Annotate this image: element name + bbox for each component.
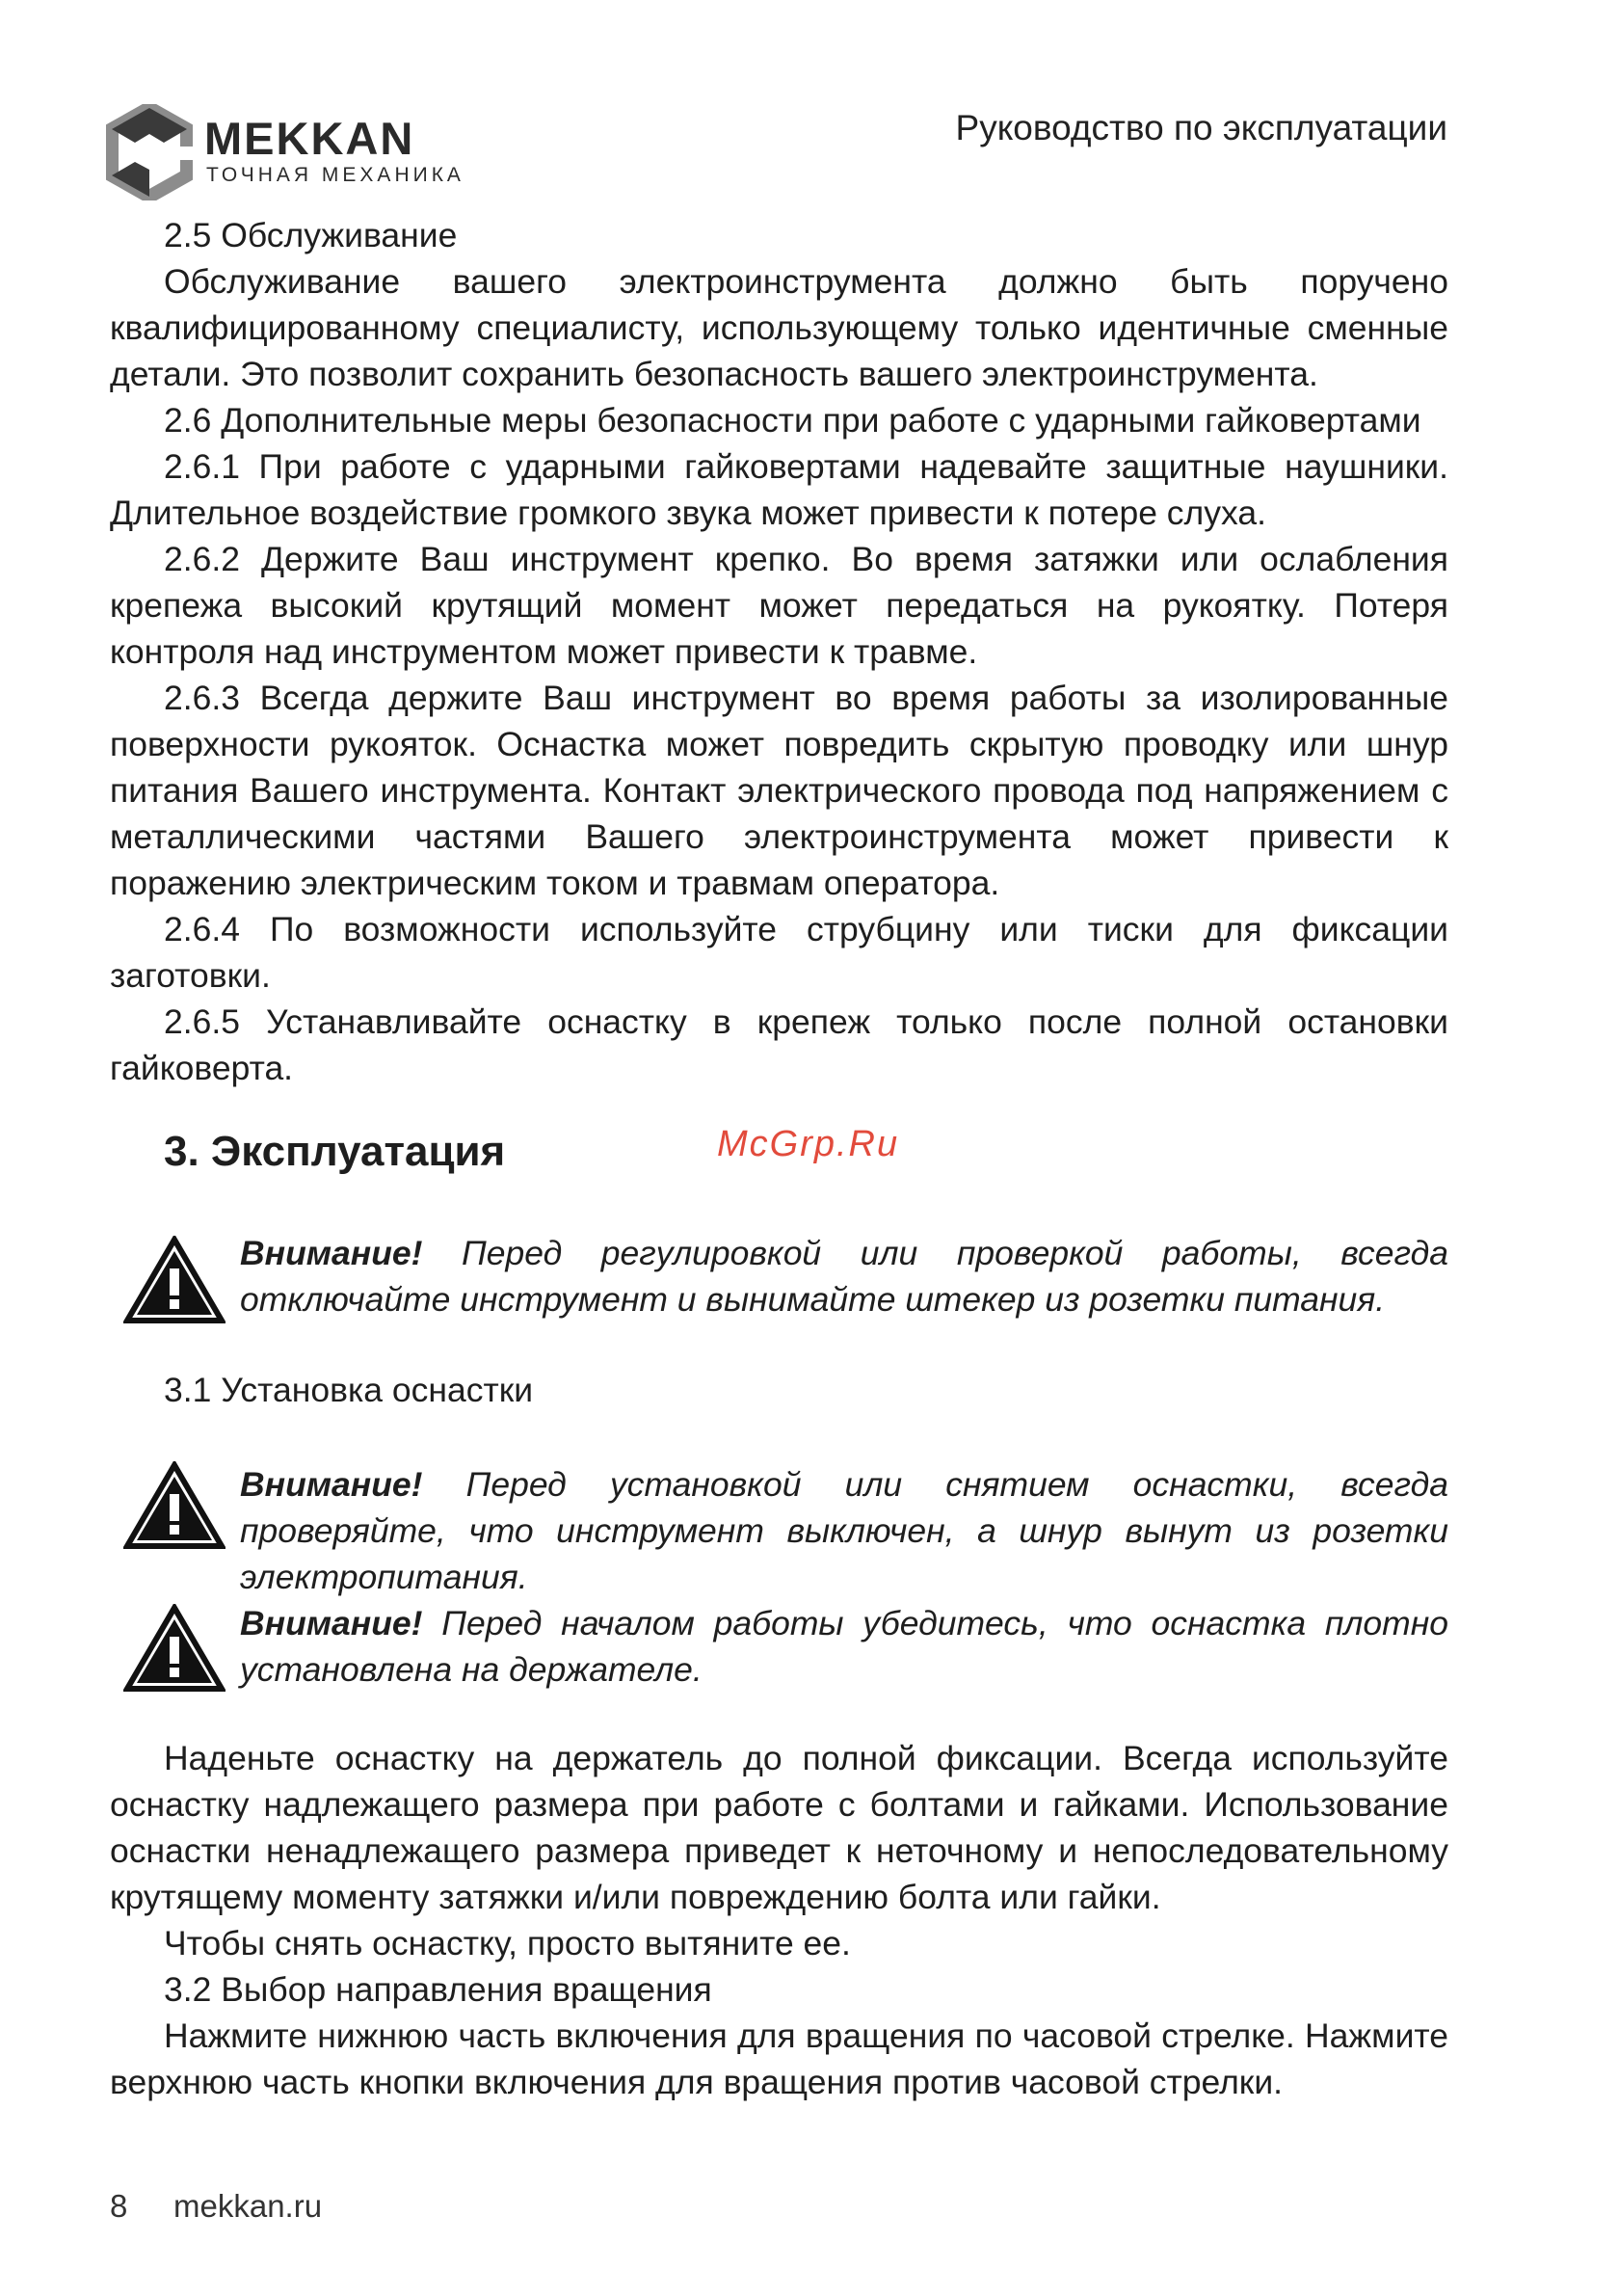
warning-triangle-icon (123, 1604, 225, 1693)
section-title: 3. Эксплуатация (164, 1128, 506, 1175)
paragraph: 2.6 Дополнительные меры безопасности при работе с ударными гайковертами (164, 401, 1421, 440)
warning-label: Внимание! (240, 1465, 423, 1504)
brand-logo (106, 104, 464, 200)
paragraph: 2.6.1 При работе с ударными гайковертами надевайте защитные наушники. Длительное воздействие громкого звука может привести к потере слуха. (110, 447, 1448, 532)
paragraph: Наденьте оснастку на держатель до полной фиксации. Всегда используйте оснастку надлежащего размера при работе с болтами и гайками. Использование оснастки ненадлежащего размера приведет к неточному и непоследовательному крутящему моменту затяжки и/или повреждению болта или гайки. (110, 1739, 1448, 1916)
paragraph: 2.6.4 По возможности используйте струбцину или тиски для фиксации заготовки. (110, 910, 1448, 995)
warning-text: Внимание! Перед началом работы убедитесь, что оснастка плотно установлена на держателе. (240, 1604, 1448, 1689)
paragraph: 2.6.2 Держите Ваш инструмент крепко. Во время затяжки или ослабления крепежа высокий крутящий момент может передаться на рукоятку. Потеря контроля над инструментом может привести к травме. (110, 540, 1448, 671)
warning-text: Внимание! Перед регулировкой или проверкой работы, всегда отключайте инструмент и вынимайте штекер из розетки питания. (240, 1234, 1448, 1319)
document-title: Руководство по эксплуатации (955, 108, 1447, 147)
body-text-top (110, 212, 1448, 1091)
brand-subtitle: ТОЧНАЯ МЕХАНИКА (206, 164, 464, 186)
warning-triangle-icon (123, 1236, 225, 1324)
paragraph: 2.6.5 Устанавливайте оснастку в крепеж только после полной остановки гайковерта. (110, 1002, 1448, 1087)
body-text-bottom (110, 1735, 1448, 2105)
paragraph: Чтобы снять оснастку, просто вытяните ее. (164, 1924, 851, 1962)
footer-site-link[interactable]: mekkan.ru (173, 2188, 323, 2224)
warning-block (110, 1600, 1448, 1693)
paragraph: Нажмите нижнюю часть включения для вращения по часовой стрелке. Нажмите верхнюю часть кнопки включения для вращения против часовой стрелки. (110, 2016, 1448, 2101)
warning-triangle-icon (123, 1461, 225, 1550)
warning-block (110, 1461, 1448, 1600)
paragraph: 2.5 Обслуживание (164, 216, 458, 254)
subsection-heading: 3.1 Установка оснастки (164, 1371, 534, 1409)
warning-label: Внимание! (240, 1234, 423, 1272)
hexagon-logo-icon (106, 104, 193, 200)
warning-block (110, 1230, 1448, 1322)
warning-text: Внимание! Перед установкой или снятием оснастки, всегда проверяйте, что инструмент выключен, а шнур вынут из розетки электропитания. (240, 1465, 1448, 1596)
page-number: 8 (110, 2188, 128, 2224)
warning-label: Внимание! (240, 1604, 423, 1642)
paragraph: Обслуживание вашего электроинструмента должно быть поручено квалифицированному специалисту, использующему только идентичные сменные детали. Это позволит сохранить безопасность вашего электроинструмента. (110, 262, 1448, 393)
brand-name: MEKKAN (204, 113, 415, 164)
watermark: McGrp.Ru (717, 1124, 900, 1164)
paragraph: 3.2 Выбор направления вращения (164, 1970, 712, 2009)
paragraph: 2.6.3 Всегда держите Ваш инструмент во время работы за изолированные поверхности рукояток. Оснастка может повредить скрытую проводку или шнур питания Вашего инструмента. Контакт электрического провода под напряжением с металлическими частями Вашего электроинструмента может привести к поражению электрическим током и травмам оператора. (110, 679, 1448, 902)
